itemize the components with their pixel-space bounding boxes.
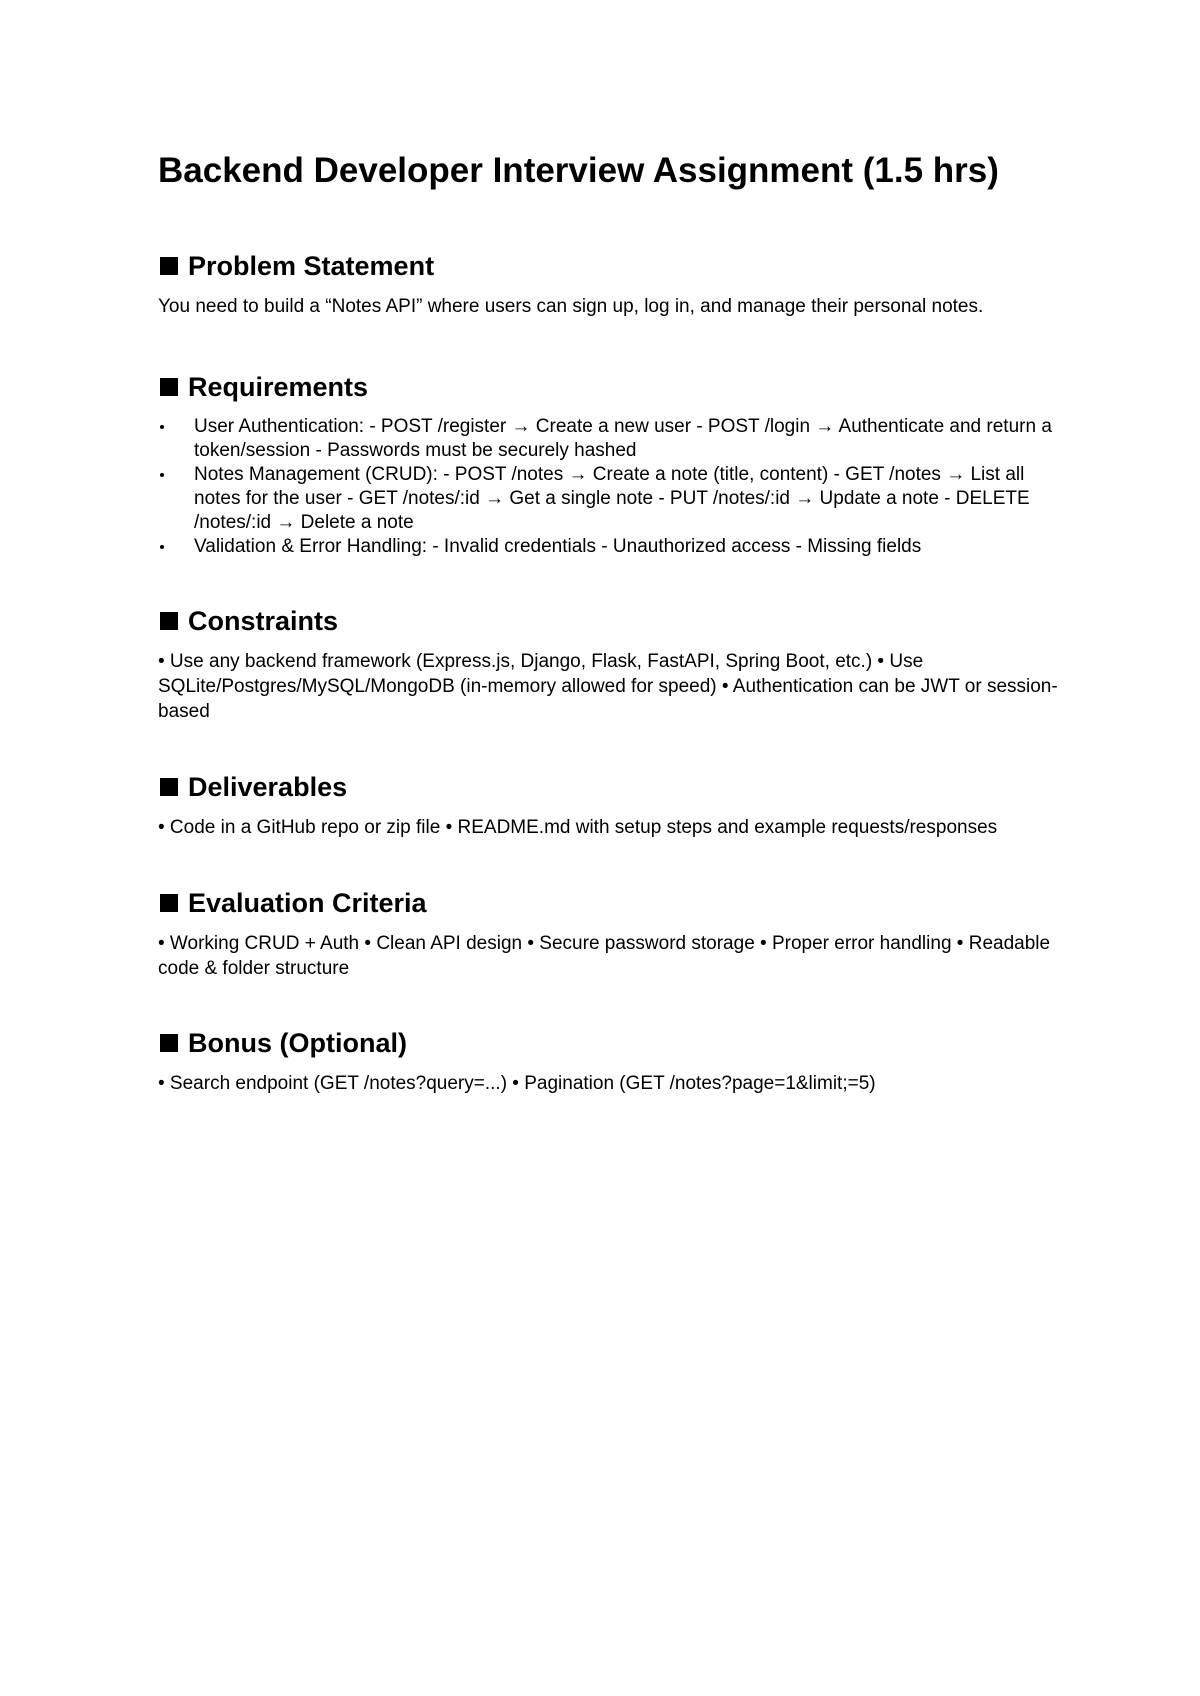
requirements-list (158, 415, 1058, 559)
section-heading-label: Evaluation Criteria (188, 888, 427, 918)
section-problem-statement (158, 250, 1058, 319)
section-heading-label: Bonus (Optional) (188, 1028, 407, 1058)
section-heading (158, 250, 1058, 282)
evaluation-criteria-text: • Working CRUD + Auth • Clean API design • Secure password storage • Proper error handling • Readable code & folder structure (158, 933, 1051, 979)
section-deliverables (158, 771, 1058, 840)
square-bullet-icon (160, 1034, 178, 1052)
section-heading-label: Deliverables (188, 772, 348, 802)
square-bullet-icon (160, 894, 178, 912)
list-item-text: Notes Management (CRUD): - POST /notes → Create a note (title, content) - GET /notes → List all notes for the user - GET /notes/:id → Get a single note - PUT /notes/:id → Update a note - DELETE /notes/:id → Delete a note (194, 464, 1030, 533)
list-item (158, 535, 1058, 559)
section-bonus (158, 1027, 1058, 1096)
square-bullet-icon (160, 778, 178, 796)
section-heading (158, 371, 1058, 403)
list-item-text: Validation & Error Handling: - Invalid credentials - Unauthorized access - Missing fields (194, 536, 922, 557)
deliverables-text: • Code in a GitHub repo or zip file • README.md with setup steps and example requests/responses (158, 817, 998, 838)
section-evaluation-criteria (158, 887, 1058, 981)
document-content (158, 150, 1058, 1096)
document-title: Backend Developer Interview Assignment (1.5 hrs) (158, 151, 999, 190)
square-bullet-icon (160, 378, 178, 396)
section-requirements (158, 371, 1058, 559)
section-heading-label: Requirements (188, 372, 369, 402)
section-heading (158, 887, 1058, 919)
bullet-dot-icon (160, 425, 164, 429)
section-heading-label: Problem Statement (188, 251, 435, 281)
section-constraints (158, 605, 1058, 724)
square-bullet-icon (160, 612, 178, 630)
list-item-text: User Authentication: - POST /register → Create a new user - POST /login → Authenticate and return a token/session - Passwords must be securely hashed (194, 416, 1052, 461)
problem-statement-text: You need to build a “Notes API” where users can sign up, log in, and manage their personal notes. (158, 296, 984, 317)
bonus-text: • Search endpoint (GET /notes?query=...) • Pagination (GET /notes?page=1&limit;=5) (158, 1073, 876, 1094)
list-item (158, 463, 1058, 535)
section-heading (158, 1027, 1058, 1059)
square-bullet-icon (160, 257, 178, 275)
section-heading (158, 771, 1058, 803)
section-heading-label: Constraints (188, 606, 339, 636)
section-heading (158, 605, 1058, 637)
list-item (158, 415, 1058, 463)
bullet-dot-icon (160, 473, 164, 477)
bullet-dot-icon (160, 545, 164, 549)
constraints-text: • Use any backend framework (Express.js, Django, Flask, FastAPI, Spring Boot, etc.) • Use SQLite/Postgres/MySQL/MongoDB (in-memory allowed for speed) • Authentication can be JWT or session-based (158, 651, 1058, 722)
